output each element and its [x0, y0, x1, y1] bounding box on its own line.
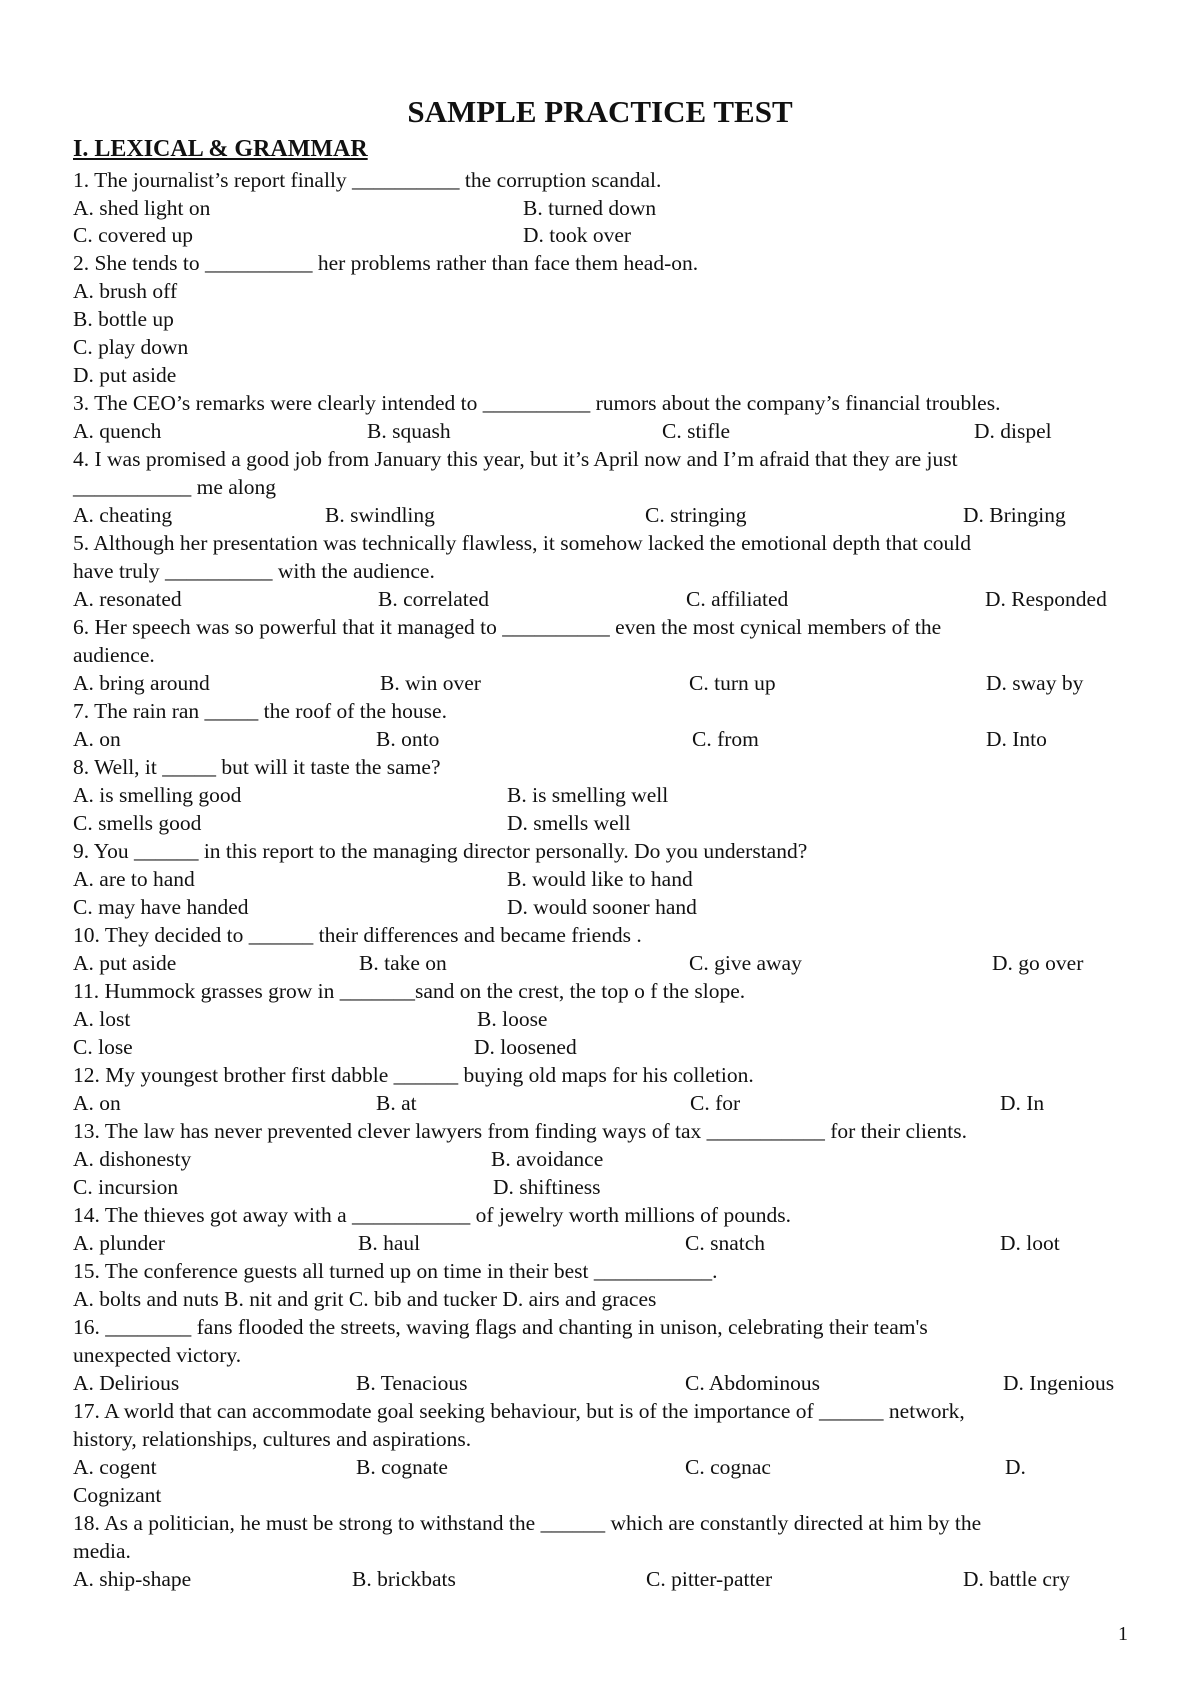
page-title: SAMPLE PRACTICE TEST — [407, 94, 793, 129]
q2-option-d: D. put aside — [73, 363, 177, 387]
question-11: 11. Hummock grasses grow in _______sand on the crest, the top o f the slope. — [73, 979, 746, 1003]
q3-option-a: A. quench — [73, 419, 162, 443]
q18-option-a: A. ship-shape — [73, 1567, 192, 1591]
q17-option-d-text: Cognizant — [73, 1483, 162, 1507]
q10-option-d: D. go over — [992, 951, 1084, 975]
q3-option-b: B. squash — [367, 419, 451, 443]
question-3: 3. The CEO’s remarks were clearly intended to __________ rumors about the company’s financial troubles. — [73, 391, 1001, 415]
q4-option-d: D. Bringing — [963, 503, 1066, 527]
q17-option-c: C. cognac — [685, 1455, 771, 1479]
question-12: 12. My youngest brother first dabble ______ buying old maps for his colletion. — [73, 1063, 754, 1087]
q12-option-a: A. on — [73, 1091, 121, 1115]
q17-option-d: D. — [1005, 1455, 1026, 1479]
q14-option-a: A. plunder — [73, 1231, 165, 1255]
q11-option-c: C. lose — [73, 1035, 133, 1059]
question-18-line-1: 18. As a politician, he must be strong to withstand the ______ which are constantly directed at him by the — [73, 1511, 982, 1535]
q16-option-a: A. Delirious — [73, 1371, 180, 1395]
question-13: 13. The law has never prevented clever lawyers from finding ways of tax ___________ for their clients. — [73, 1119, 967, 1143]
q11-option-b: B. loose — [477, 1007, 548, 1031]
question-4-line-1: 4. I was promised a good job from January this year, but it’s April now and I’m afraid that they are just — [73, 447, 958, 471]
q12-option-b: B. at — [376, 1091, 417, 1115]
question-1: 1. The journalist’s report finally __________ the corruption scandal. — [73, 168, 662, 192]
q17-option-b: B. cognate — [356, 1455, 448, 1479]
question-6-line-2: audience. — [73, 643, 155, 667]
q7-option-d: D. Into — [986, 727, 1047, 751]
q14-option-c: C. snatch — [685, 1231, 766, 1255]
question-17-line-1: 17. A world that can accommodate goal seeking behaviour, but is of the importance of ______ network, — [73, 1399, 965, 1423]
q10-option-a: A. put aside — [73, 951, 177, 975]
question-16-line-2: unexpected victory. — [73, 1343, 242, 1367]
q2-option-b: B. bottle up — [73, 307, 174, 331]
q17-option-a: A. cogent — [73, 1455, 157, 1479]
q8-option-b: B. is smelling well — [507, 783, 669, 807]
q9-option-b: B. would like to hand — [507, 867, 693, 891]
q14-option-b: B. haul — [358, 1231, 421, 1255]
q12-option-d: D. In — [1000, 1091, 1045, 1115]
q3-option-c: C. stifle — [662, 419, 731, 443]
q11-option-a: A. lost — [73, 1007, 131, 1031]
question-17-line-2: history, relationships, cultures and aspirations. — [73, 1427, 472, 1451]
q2-option-c: C. play down — [73, 335, 189, 359]
q13-option-a: A. dishonesty — [73, 1147, 192, 1171]
q13-option-c: C. incursion — [73, 1175, 179, 1199]
q15-options: A. bolts and nuts B. nit and grit C. bib and tucker D. airs and graces — [73, 1287, 657, 1311]
question-7: 7. The rain ran _____ the roof of the house. — [73, 699, 447, 723]
q1-option-d: D. took over — [523, 223, 632, 247]
q11-option-d: D. loosened — [474, 1035, 577, 1059]
q14-option-d: D. loot — [1000, 1231, 1060, 1255]
question-4-line-2: ___________ me along — [73, 475, 277, 499]
q8-option-c: C. smells good — [73, 811, 202, 835]
q9-option-c: C. may have handed — [73, 895, 249, 919]
q1-option-c: C. covered up — [73, 223, 194, 247]
question-9: 9. You ______ in this report to the managing director personally. Do you understand? — [73, 839, 808, 863]
q18-option-b: B. brickbats — [352, 1567, 456, 1591]
q5-option-a: A. resonated — [73, 587, 182, 611]
page-number: 1 — [1118, 1623, 1128, 1645]
question-8: 8. Well, it _____ but will it taste the same? — [73, 755, 441, 779]
q16-option-b: B. Tenacious — [356, 1371, 468, 1395]
q13-option-d: D. shiftiness — [493, 1175, 601, 1199]
q8-option-d: D. smells well — [507, 811, 631, 835]
q16-option-c: C. Abdominous — [685, 1371, 820, 1395]
q4-option-c: C. stringing — [645, 503, 747, 527]
q6-option-c: C. turn up — [689, 671, 776, 695]
q7-option-b: B. onto — [376, 727, 440, 751]
q7-option-a: A. on — [73, 727, 121, 751]
section-heading: I. LEXICAL & GRAMMAR — [73, 136, 368, 162]
q5-option-c: C. affiliated — [686, 587, 789, 611]
question-10: 10. They decided to ______ their differences and became friends . — [73, 923, 642, 947]
q5-option-b: B. correlated — [378, 587, 490, 611]
q16-option-d: D. Ingenious — [1003, 1371, 1115, 1395]
q12-option-c: C. for — [690, 1091, 741, 1115]
q8-option-a: A. is smelling good — [73, 783, 242, 807]
q3-option-d: D. dispel — [974, 419, 1052, 443]
question-6-line-1: 6. Her speech was so powerful that it managed to __________ even the most cynical members of the — [73, 615, 942, 639]
q6-option-d: D. sway by — [986, 671, 1084, 695]
question-14: 14. The thieves got away with a ___________ of jewelry worth millions of pounds. — [73, 1203, 791, 1227]
question-15: 15. The conference guests all turned up on time in their best ___________. — [73, 1259, 718, 1283]
q7-option-c: C. from — [692, 727, 759, 751]
q9-option-a: A. are to hand — [73, 867, 195, 891]
question-5-line-2: have truly __________ with the audience. — [73, 559, 435, 583]
q5-option-d: D. Responded — [985, 587, 1107, 611]
q1-option-a: A. shed light on — [73, 196, 211, 220]
q18-option-c: C. pitter-patter — [646, 1567, 773, 1591]
q4-option-b: B. swindling — [325, 503, 435, 527]
q4-option-a: A. cheating — [73, 503, 173, 527]
q13-option-b: B. avoidance — [491, 1147, 604, 1171]
question-2: 2. She tends to __________ her problems rather than face them head-on. — [73, 251, 699, 275]
q10-option-b: B. take on — [359, 951, 447, 975]
question-16-line-1: 16. ________ fans flooded the streets, waving flags and chanting in unison, celebrating their team's — [73, 1315, 928, 1339]
q2-option-a: A. brush off — [73, 279, 178, 303]
q6-option-b: B. win over — [380, 671, 481, 695]
q18-option-d: D. battle cry — [963, 1567, 1070, 1591]
question-5-line-1: 5. Although her presentation was technically flawless, it somehow lacked the emotional depth that could — [73, 531, 971, 555]
q10-option-c: C. give away — [689, 951, 802, 975]
q9-option-d: D. would sooner hand — [507, 895, 697, 919]
q6-option-a: A. bring around — [73, 671, 210, 695]
question-18-line-2: media. — [73, 1539, 131, 1563]
q1-option-b: B. turned down — [523, 196, 657, 220]
